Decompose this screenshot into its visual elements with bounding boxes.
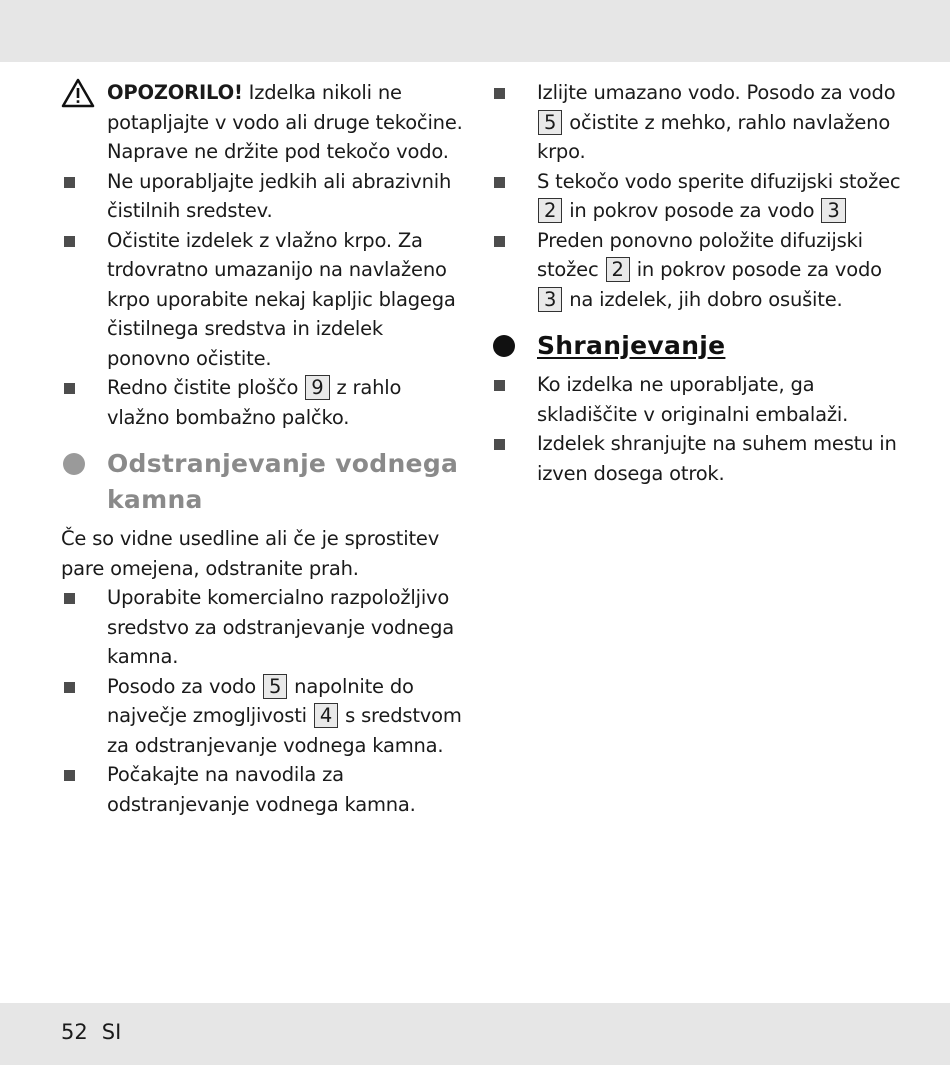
intro-paragraph: Če so vidne usedline ali če je sprostitev pare omejena, odstranite prah. — [61, 527, 440, 580]
part-reference: 5 — [263, 674, 287, 699]
list-item-text: S tekočo vodo sperite difuzijski stožec — [537, 169, 901, 193]
page-footer — [61, 1020, 135, 1044]
list-item-text: očistite z mehko, rahlo navlaženo krpo. — [537, 110, 891, 163]
list-item-text: Izlijte umazano vodo. Posodo za vodo — [537, 81, 896, 104]
section-dot-icon — [493, 335, 515, 357]
page-language: SI — [101, 1020, 122, 1044]
footer-band — [0, 1003, 950, 1065]
list-item — [61, 167, 466, 226]
list-item-text: in pokrov posode za vodo — [563, 199, 821, 222]
square-bullet-icon — [64, 593, 75, 604]
list-item-text: Preden ponovno položite difuzijski stožec — [537, 228, 863, 281]
square-bullet-icon — [64, 682, 75, 693]
list-item-text: s sredstvom za odstranjevanje vodnega kamna. — [107, 704, 462, 757]
section-heading-descaling — [61, 446, 466, 518]
square-bullet-icon — [494, 439, 505, 450]
list-item — [491, 370, 901, 429]
left-column — [61, 78, 466, 819]
square-bullet-icon — [494, 236, 505, 247]
list-item — [61, 373, 466, 432]
list-item-text: Ne uporabljajte jedkih ali abrazivnih čistilnih sredstev. — [107, 169, 452, 222]
section-dot-icon — [63, 453, 85, 475]
list-item — [61, 583, 466, 672]
part-reference: 2 — [538, 198, 562, 223]
list-item — [61, 226, 466, 374]
warning-title: OPOZORILO! — [107, 81, 243, 104]
list-item-text: Izdelek shranjujte na suhem mestu in izven dosega otrok. — [537, 432, 897, 485]
list-item-text: Ko izdelka ne uporabljate, ga skladiščite v originalni embalaži. — [537, 373, 849, 426]
warning-text: Izdelka nikoli ne potapljajte v vodo ali druge tekočine. Naprave ne držite pod tekočo vodo. — [107, 81, 463, 163]
list-item-text: napolnite do največje zmogljivosti — [107, 674, 414, 727]
part-reference: 9 — [305, 375, 329, 400]
list-item-text: in pokrov posode za vodo — [630, 258, 882, 281]
list-item-text: z rahlo vlažno bombažno palčko. — [107, 376, 402, 429]
section-heading-storage — [491, 328, 901, 364]
list-item — [491, 167, 901, 226]
list-item — [61, 672, 466, 761]
list-item — [61, 760, 466, 819]
section-title: Odstranjevanje vodnega kamna — [107, 449, 459, 514]
part-reference: 3 — [538, 287, 562, 312]
list-item — [491, 429, 901, 488]
warning-item — [61, 78, 466, 167]
header-band — [0, 0, 950, 62]
list-item-text: Očistite izdelek z vlažno krpo. Za trdovratno umazanijo na navlaženo krpo uporabite nekaj kapljic blagega čistilnega sredstva in izdelek ponovno očistite. — [107, 228, 456, 370]
part-reference: 4 — [314, 703, 338, 728]
list-item-text: Redno čistite ploščo — [107, 376, 305, 399]
part-reference: 5 — [538, 110, 562, 135]
section-title: Shranjevanje — [537, 331, 726, 360]
list-item — [491, 78, 901, 167]
square-bullet-icon — [64, 770, 75, 781]
page-number: 52 — [61, 1020, 88, 1044]
list-item-text: Uporabite komercialno razpoložljivo sredstvo za odstranjevanje vodnega kamna. — [107, 586, 455, 668]
list-item-text: na izdelek, jih dobro osušite. — [563, 287, 843, 311]
right-column — [491, 78, 901, 488]
part-reference: 2 — [606, 257, 630, 282]
warning-triangle-icon — [61, 78, 95, 108]
square-bullet-icon — [494, 88, 505, 99]
square-bullet-icon — [64, 177, 75, 188]
part-reference: 3 — [821, 198, 845, 223]
square-bullet-icon — [64, 236, 75, 247]
list-item-text: Počakajte na navodila za odstranjevanje vodnega kamna. — [107, 763, 416, 816]
list-item-text: Posodo za vodo — [107, 674, 262, 698]
square-bullet-icon — [494, 380, 505, 391]
square-bullet-icon — [64, 383, 75, 394]
list-item — [491, 226, 901, 315]
square-bullet-icon — [494, 177, 505, 188]
